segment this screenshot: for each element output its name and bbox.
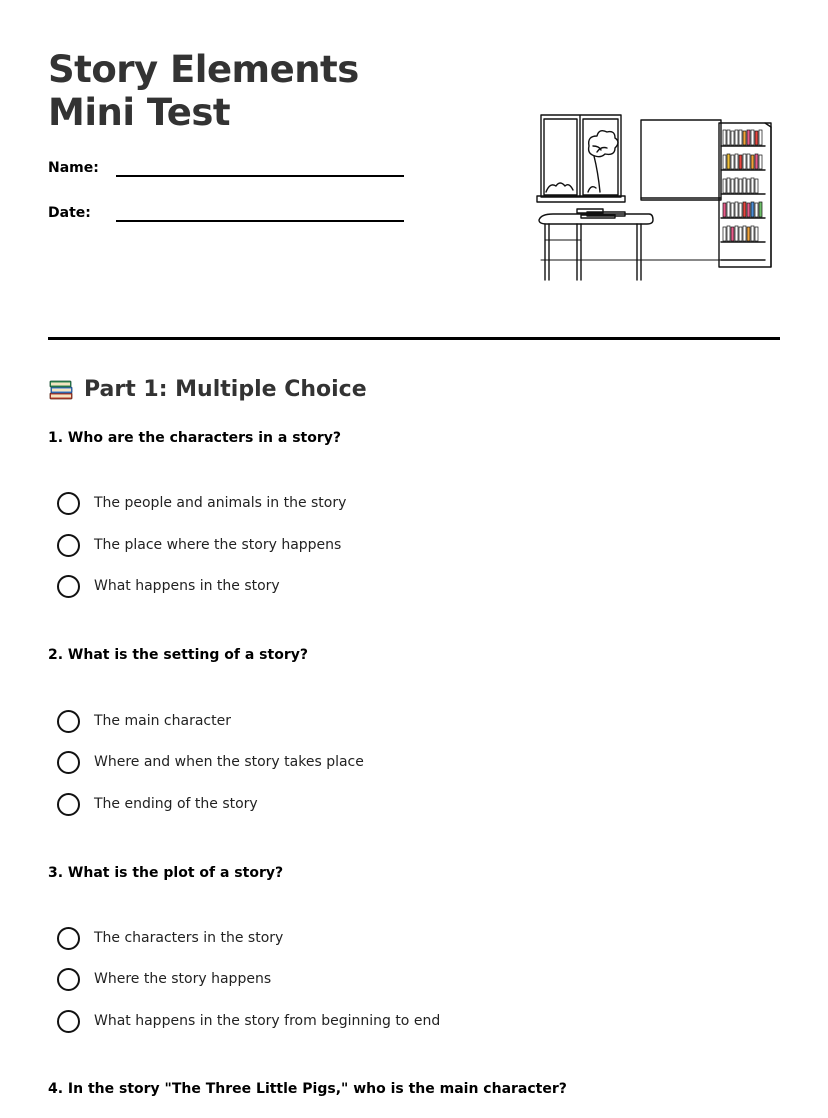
radio-button[interactable] [57,968,80,991]
name-label: Name: [48,160,99,176]
radio-button[interactable] [57,575,80,598]
radio-button[interactable] [57,751,80,774]
option-label: The ending of the story [94,796,258,812]
radio-button[interactable] [57,492,80,515]
radio-button[interactable] [57,793,80,816]
date-field[interactable] [48,204,428,226]
books-icon [48,376,74,402]
date-label: Date: [48,205,91,221]
option-label: Where the story happens [94,971,272,987]
part1-title: Part 1: Multiple Choice [84,376,367,402]
question-2-option-2[interactable] [57,750,364,774]
worksheet-header [48,48,428,226]
option-label: The characters in the story [94,930,284,946]
classroom-illustration [533,112,775,284]
question-1: 1. Who are the characters in a story? [48,430,342,446]
radio-button[interactable] [57,927,80,950]
header-divider [48,337,780,340]
question-1-option-1[interactable] [57,491,346,515]
option-label: What happens in the story from beginning to end [94,1013,441,1029]
option-label: What happens in the story [94,578,280,594]
question-4: 4. In the story "The Three Little Pigs," who is the main character? [48,1081,567,1097]
question-3-option-3[interactable] [57,1009,440,1033]
question-2-option-1[interactable] [57,709,231,733]
page-title: Story Elements Mini Test [48,48,359,134]
question-1-option-2[interactable] [57,533,341,557]
option-label: Where and when the story takes place [94,754,364,770]
part1-heading [48,374,367,404]
name-field[interactable] [48,159,428,181]
question-3-option-2[interactable] [57,967,271,991]
question-3-option-1[interactable] [57,926,283,950]
option-label: The main character [94,713,231,729]
question-1-option-3[interactable] [57,574,280,598]
date-line[interactable] [116,220,404,222]
option-label: The people and animals in the story [94,495,347,511]
radio-button[interactable] [57,1010,80,1033]
question-3: 3. What is the plot of a story? [48,865,284,881]
question-2-option-3[interactable] [57,792,258,816]
radio-button[interactable] [57,534,80,557]
option-label: The place where the story happens [94,537,342,553]
name-line[interactable] [116,175,404,177]
question-2: 2. What is the setting of a story? [48,647,308,663]
radio-button[interactable] [57,710,80,733]
